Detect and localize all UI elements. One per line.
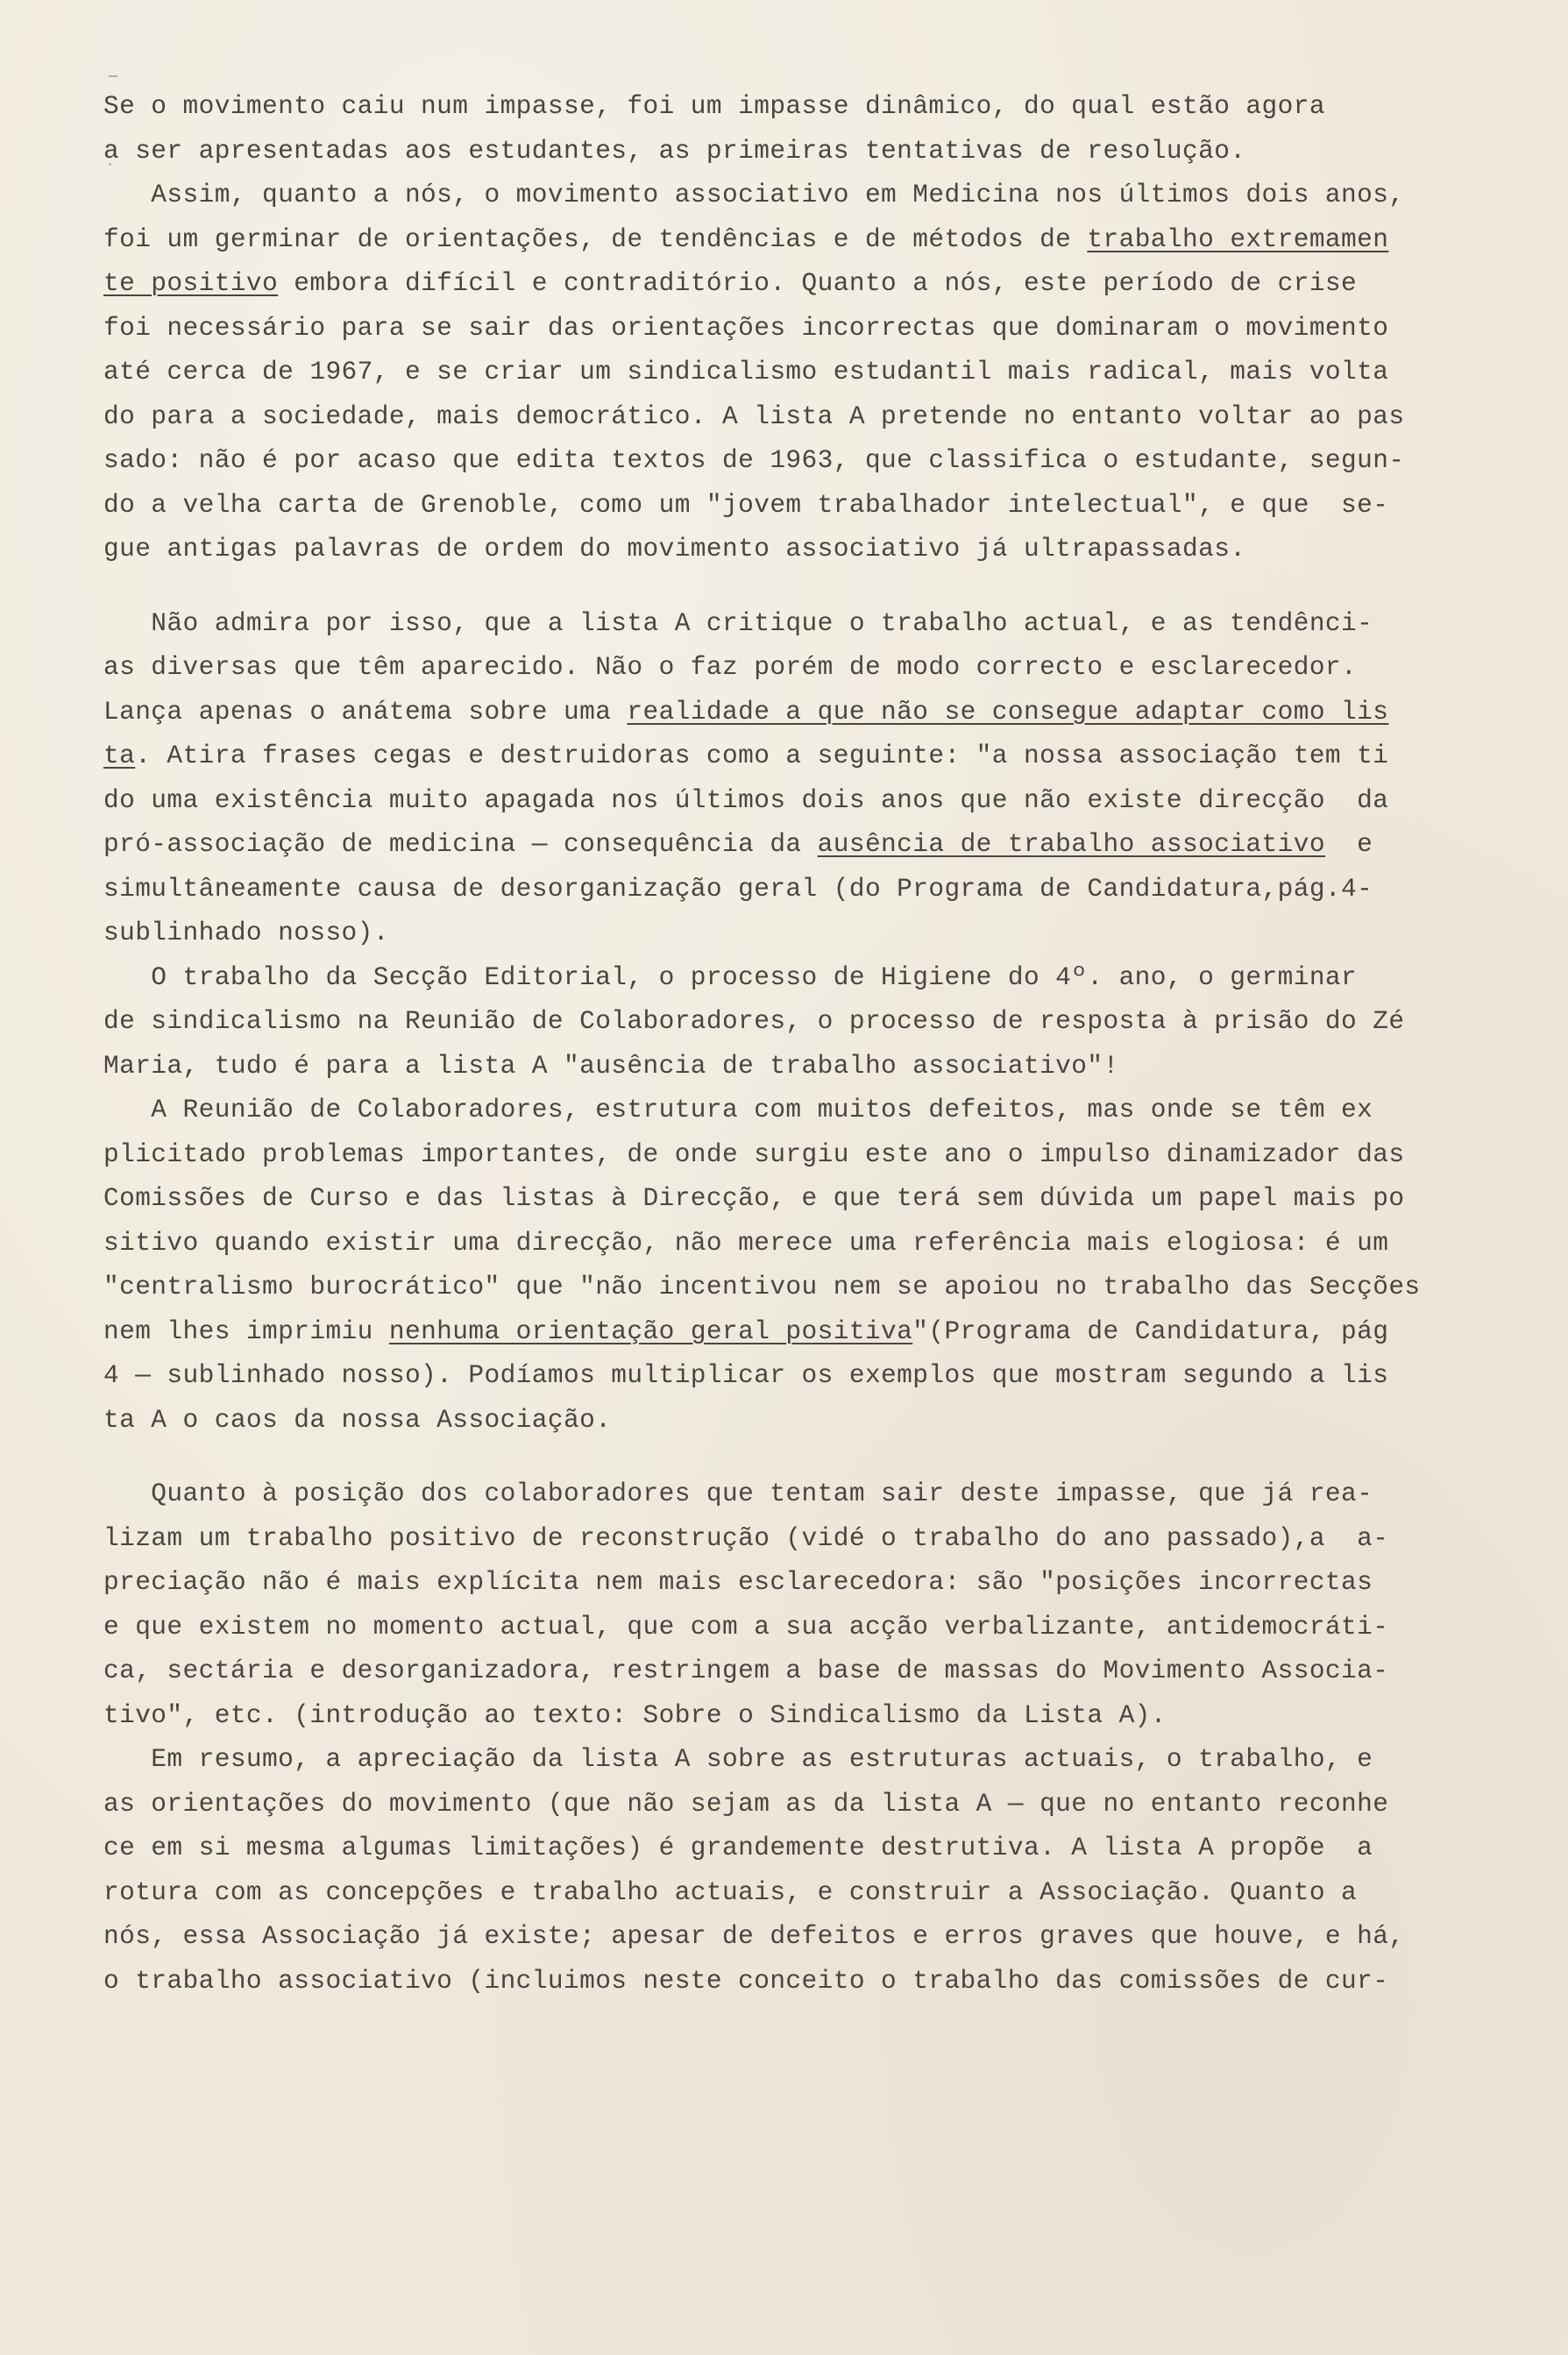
text-segment: simultâneamente causa de desorganização geral (do Programa de Candidatura,pág.4- bbox=[103, 873, 1373, 904]
text-line bbox=[103, 1353, 1401, 1398]
underlined-text: realidade a que não se consegue adaptar como lis bbox=[627, 696, 1389, 727]
text-line bbox=[103, 1309, 1401, 1354]
text-segment: nem lhes imprimiu bbox=[103, 1316, 389, 1346]
text-line bbox=[103, 1044, 1401, 1089]
text-line bbox=[103, 173, 1405, 217]
text-line bbox=[103, 1221, 1401, 1266]
text-line bbox=[103, 350, 1401, 394]
text-segment: "(Programa de Candidatura, pág bbox=[912, 1316, 1389, 1346]
text-segment: o trabalho associativo (incluimos neste conceito o trabalho das comissões de cur- bbox=[103, 1965, 1389, 1996]
underlined-text: trabalho extremamen bbox=[1087, 223, 1389, 254]
text-segment: de sindicalismo na Reunião de Colaboradores, o processo de resposta à prisão do Zé bbox=[103, 1006, 1405, 1036]
text-segment: Quanto à posição dos colaboradores que tentam sair deste impasse, que já rea- bbox=[103, 1479, 1373, 1508]
text-segment: Em resumo, a apreciação da lista A sobre as estruturas actuais, o trabalho, e bbox=[103, 1744, 1373, 1774]
text-segment: foi um germinar de orientações, de tendências e de métodos de bbox=[103, 223, 1088, 254]
text-line bbox=[103, 911, 1401, 955]
text-segment: ca, sectária e desorganizadora, restringem a base de massas do Movimento Associa- bbox=[103, 1656, 1389, 1685]
text-line bbox=[103, 84, 1401, 129]
text-line bbox=[103, 734, 1401, 778]
text-segment: sitivo quando existir uma direcção, não merece uma referência mais elogiosa: é um bbox=[103, 1227, 1389, 1258]
text-segment: Não admira por isso, que a lista A critique o trabalho actual, e as tendênci- bbox=[103, 607, 1373, 638]
text-segment: sado: não é por acaso que edita textos de 1963, que classifica o estudante, segun- bbox=[103, 445, 1405, 475]
text-segment: gue antigas palavras de ordem do movimento associativo já ultrapassadas. bbox=[103, 534, 1246, 564]
text-segment: preciação não é mais explícita nem mais esclarecedora: são "posições incorrectas bbox=[103, 1567, 1373, 1597]
text-line bbox=[103, 1132, 1405, 1177]
text-line bbox=[103, 483, 1401, 528]
underlined-text: ta bbox=[103, 741, 136, 770]
text-line bbox=[103, 1826, 1401, 1870]
text-line bbox=[103, 1782, 1401, 1827]
text-line bbox=[103, 217, 1401, 262]
text-line bbox=[103, 645, 1401, 690]
text-line bbox=[103, 438, 1405, 483]
underlined-text: te positivo bbox=[103, 268, 279, 298]
underlined-text: ausência de trabalho associativo bbox=[817, 829, 1325, 859]
text-segment: até cerca de 1967, e se criar um sindicalismo estudantil mais radical, mais volta bbox=[103, 357, 1389, 387]
text-line bbox=[103, 867, 1401, 911]
text-line bbox=[103, 1914, 1405, 1959]
text-segment: foi necessário para se sair das orientações incorrectas que dominaram o movimento bbox=[103, 312, 1389, 343]
text-line bbox=[103, 1472, 1401, 1516]
text-segment: 4 — sublinhado nosso). Podíamos multiplicar os exemplos que mostram segundo a lis bbox=[103, 1360, 1389, 1390]
text-segment: pró-associação de medicina — consequência da bbox=[103, 829, 818, 859]
text-line bbox=[103, 999, 1405, 1044]
text-line bbox=[103, 778, 1401, 823]
text-segment: e que existem no momento actual, que com a sua acção verbalizante, antidemocráti- bbox=[103, 1611, 1389, 1642]
text-segment: ce em si mesma algumas limitações) é grandemente destrutiva. A lista A propõe a bbox=[103, 1833, 1373, 1862]
text-segment: Maria, tudo é para a lista A "ausência de trabalho associativo"! bbox=[103, 1050, 1119, 1081]
text-line bbox=[103, 690, 1401, 734]
text-line bbox=[103, 1560, 1401, 1605]
text-segment: as orientações do movimento (que não sejam as da lista A — que no entanto reconhe bbox=[103, 1788, 1389, 1819]
paragraph-gap bbox=[103, 571, 1401, 601]
text-segment: Assim, quanto a nós, o movimento associativo em Medicina nos últimos dois anos, bbox=[103, 180, 1405, 209]
text-segment: O trabalho da Secção Editorial, o processo de Higiene do 4º. ano, o germinar bbox=[103, 961, 1358, 992]
text-segment: lizam um trabalho positivo de reconstrução (vidé o trabalho do ano passado),a a- bbox=[103, 1522, 1389, 1553]
text-line bbox=[103, 1693, 1401, 1738]
text-segment: Lança apenas o anátema sobre uma bbox=[103, 696, 628, 727]
document-body bbox=[103, 84, 1421, 2003]
text-line bbox=[103, 1088, 1401, 1132]
margin-mark bbox=[109, 75, 117, 77]
text-segment: Se o movimento caiu num impasse, foi um impasse dinâmico, do qual estão agora bbox=[103, 91, 1325, 121]
text-segment: ta A o caos da nossa Associação. bbox=[103, 1404, 612, 1435]
text-segment: tivo", etc. (introdução ao texto: Sobre o Sindicalismo da Lista A). bbox=[103, 1699, 1167, 1730]
text-segment: "centralismo burocrático" que "não incentivou nem se apoiou no trabalho das Secções bbox=[103, 1272, 1421, 1302]
text-line bbox=[103, 1398, 1401, 1443]
text-segment: as diversas que têm aparecido. Não o faz porém de modo correcto e esclarecedor. bbox=[103, 652, 1358, 682]
text-line bbox=[103, 1737, 1401, 1782]
text-line bbox=[103, 1176, 1405, 1221]
text-line bbox=[103, 822, 1401, 867]
text-line bbox=[103, 306, 1401, 351]
underlined-text: nenhuma orientação geral positiva bbox=[388, 1316, 913, 1346]
text-segment: Comissões de Curso e das listas à Direcção, e que terá sem dúvida um papel mais po bbox=[103, 1183, 1405, 1213]
text-segment: a ser apresentadas aos estudantes, as primeiras tentativas de resolução. bbox=[103, 135, 1246, 166]
text-segment: embora difícil e contraditório. Quanto a nós, este período de crise bbox=[278, 268, 1358, 298]
text-line bbox=[103, 129, 1401, 174]
text-line bbox=[103, 1649, 1401, 1693]
text-line bbox=[103, 955, 1401, 1000]
text-segment: plicitado problemas importantes, de onde surgiu este ano o impulso dinamizador das bbox=[103, 1138, 1405, 1169]
text-line bbox=[103, 1265, 1421, 1309]
text-line bbox=[103, 1605, 1401, 1649]
text-line bbox=[103, 527, 1401, 571]
text-segment: do uma existência muito apagada nos últimos dois anos que não existe direcção da bbox=[103, 784, 1389, 815]
text-segment: e bbox=[1324, 829, 1373, 859]
text-line bbox=[103, 1516, 1401, 1561]
text-segment: A Reunião de Colaboradores, estrutura com muitos defeitos, mas onde se têm ex bbox=[103, 1095, 1373, 1124]
text-line bbox=[103, 261, 1401, 306]
text-segment: do para a sociedade, mais democrático. A lista A pretende no entanto voltar ao pas bbox=[103, 401, 1405, 431]
text-line bbox=[103, 1870, 1401, 1915]
text-segment: . Atira frases cegas e destruidoras como a seguinte: "a nossa associação tem ti bbox=[135, 741, 1389, 770]
text-line bbox=[103, 601, 1401, 646]
paragraph-gap bbox=[103, 1442, 1401, 1472]
text-line bbox=[103, 1959, 1401, 2004]
text-segment: nós, essa Associação já existe; apesar de defeitos e erros graves que houve, e há, bbox=[103, 1921, 1405, 1951]
text-segment: do a velha carta de Grenoble, como um "jovem trabalhador intelectual", e que se- bbox=[103, 489, 1389, 520]
text-line bbox=[103, 394, 1405, 439]
text-segment: sublinhado nosso). bbox=[103, 918, 389, 947]
text-segment: rotura com as concepções e trabalho actuais, e construir a Associação. Quanto a bbox=[103, 1876, 1358, 1907]
